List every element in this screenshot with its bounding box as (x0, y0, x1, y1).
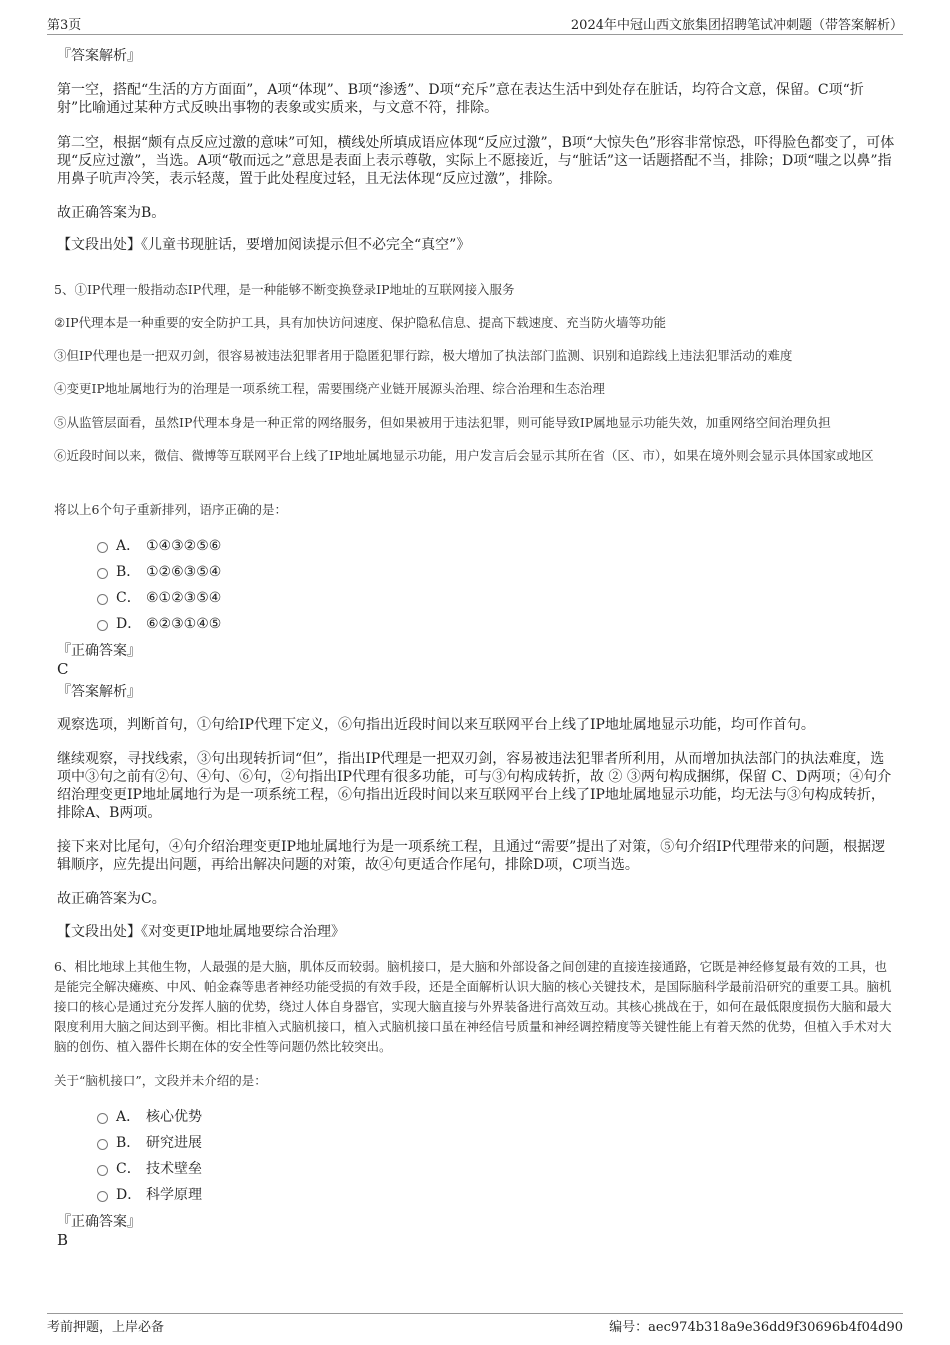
q5-option-a[interactable]: A． ①④③②⑤⑥ (97, 536, 221, 556)
page-header (47, 12, 903, 35)
q5-option-c[interactable]: C． ⑥①②③⑤④ (97, 588, 221, 608)
q5-prompt: 将以上6个句子重新排列，语序正确的是： (54, 502, 287, 517)
footer-serial: 编号：aec974b318a9e36dd9f30696b4f04d90 (609, 1320, 903, 1335)
q5-source: 【文段出处】《对变更IP地址属地要综合治理》 (57, 924, 345, 940)
q6-answer: B (57, 1231, 69, 1249)
footer-slogan: 考前押题，上岸必备 (47, 1320, 165, 1335)
radio-icon[interactable] (97, 1139, 108, 1150)
q5-answer-label: 『正确答案』 (57, 643, 141, 659)
radio-icon[interactable] (97, 568, 108, 579)
q6-option-b[interactable]: B． 研究进展 (97, 1133, 202, 1153)
radio-icon[interactable] (97, 620, 108, 631)
q4-analysis-p1: 第一空，搭配“生活的方方面面”，A项“体现”、B项“渗透”、D项“充斥”意在表达生活中到处存在脏话，均符合文意，保留。C项“折射”比喻通过某种方式反映出事物的表象或实质来，与文意不符，排除。 (57, 82, 864, 116)
q5-analysis-p4: 故正确答案为C。 (57, 891, 166, 907)
q6-option-d[interactable]: D． 科学原理 (97, 1185, 202, 1205)
q5-analysis-label: 『答案解析』 (57, 684, 141, 700)
q4-source: 【文段出处】《儿童书现脏话，要增加阅读提示但不必完全“真空”》 (57, 237, 471, 253)
q4-analysis-p3: 故正确答案为B。 (57, 205, 166, 221)
q5-sentence-3: ③但IP代理也是一把双刃剑，很容易被违法犯罪者用于隐匿犯罪行踪，极大增加了执法部门监测、识别和追踪线上违法犯罪活动的难度 (54, 348, 793, 363)
q5-sentence-4: ④变更IP地址属地行为的治理是一项系统工程，需要围绕产业链开展源头治理、综合治理和生态治理 (54, 381, 605, 396)
q6-prompt: 关于“脑机接口”，文段并未介绍的是： (54, 1073, 267, 1088)
radio-icon[interactable] (97, 1165, 108, 1176)
radio-icon[interactable] (97, 542, 108, 553)
q5-analysis-p1: 观察选项，判断首句，①句给IP代理下定义，⑥句指出近段时间以来互联网平台上线了IP地址属地显示功能，均可作首句。 (57, 717, 815, 733)
radio-icon[interactable] (97, 1191, 108, 1202)
page-number: 第3页 (47, 18, 82, 33)
q4-analysis-label: 『答案解析』 (57, 48, 141, 64)
q5-option-b[interactable]: B． ①②⑥③⑤④ (97, 562, 221, 582)
document-title: 2024年中冠山西文旅集团招聘笔试冲刺题（带答案解析） (570, 18, 903, 33)
q6-answer-label: 『正确答案』 (57, 1214, 141, 1230)
q5-sentence-6: ⑥近段时间以来，微信、微博等互联网平台上线了IP地址属地显示功能，用户发言后会显示其所在省（区、市），如果在境外则会显示具体国家或地区 (54, 448, 874, 463)
radio-icon[interactable] (97, 1113, 108, 1124)
q5-sentence-5: ⑤从监管层面看，虽然IP代理本身是一种正常的网络服务，但如果被用于违法犯罪，则可能导致IP属地显示功能失效，加重网络空间治理负担 (54, 415, 831, 430)
q6-option-c[interactable]: C． 技术壁垒 (97, 1159, 202, 1179)
q5-option-d[interactable]: D． ⑥②③①④⑤ (97, 614, 221, 634)
radio-icon[interactable] (97, 594, 108, 605)
page-footer (47, 1313, 903, 1338)
q4-analysis-p2: 第二空，根据“颇有点反应过激的意味”可知，横线处所填成语应体现“反应过激”，B项“大惊失色”形容非常惊恐，吓得脸色都变了，可体现“反应过激”，当选。A项“敬而远之”意思是表面上表示尊敬，实际上不愿接近，与“脏话”这一话题搭配不当，排除；D项“嗤之以鼻”指用鼻子吭声冷笑，表示轻蔑，置于此处程度过轻，且无法体现“反应过激”，排除。 (57, 135, 895, 187)
q5-answer: C (57, 660, 69, 678)
q5-sentence-1: 5、①IP代理一般指动态IP代理，是一种能够不断变换登录IP地址的互联网接入服务 (54, 282, 515, 297)
q5-analysis-p3: 接下来对比尾句，④句介绍治理变更IP地址属地行为是一项系统工程，且通过“需要”提出了对策，⑤句介绍IP代理带来的问题，根据逻辑顺序，应先提出问题，再给出解决问题的对策，故④句更适合作尾句，排除D项，C项当选。 (57, 839, 886, 873)
q6-option-a[interactable]: A． 核心优势 (97, 1107, 202, 1127)
q5-analysis-p2: 继续观察，寻找线索，③句出现转折词“但”，指出IP代理是一把双刃剑，容易被违法犯罪者所利用，从而增加执法部门的执法难度，选项中③句之前有②句、④句、⑥句，②句指出IP代理有很多功能，可与③句构成转折，故 ② ③两句构成捆绑，保留 C、D两项；④句介绍治理变更IP地址属地行为是一项系统工程，⑥句指出近段时间以来互联网平台上线了IP地址属地显示功能，均无法与③句构成转折，排除A、B两项。 (57, 751, 892, 821)
q6-stem: 6、相比地球上其他生物，人最强的是大脑，肌体反而较弱。脑机接口，是大脑和外部设备之间创建的直接连接通路，它既是神经修复最有效的工具，也是能完全解决瘫痪、中风、帕金森等患者神经功能受损的有效手段，还是全面解析认识大脑的核心关键技术，是国际脑科学最前沿研究的重要工具。脑机接口的核心是通过充分发挥人脑的优势，绕过人体自身器官，实现大脑直接与外界装备进行高效互动。其核心挑战在于，如何在最低限度损伤大脑和最大限度利用大脑之间达到平衡。相比非植入式脑机接口，植入式脑机接口虽在神经信号质量和神经调控精度等关键性能上有着天然的优势，但植入手术对大脑的创伤、植入器件长期在体的安全性等问题仍然比较突出。 (54, 959, 892, 1054)
q5-sentence-2: ②IP代理本是一种重要的安全防护工具，具有加快访问速度、保护隐私信息、提高下载速度、充当防火墙等功能 (54, 315, 667, 330)
